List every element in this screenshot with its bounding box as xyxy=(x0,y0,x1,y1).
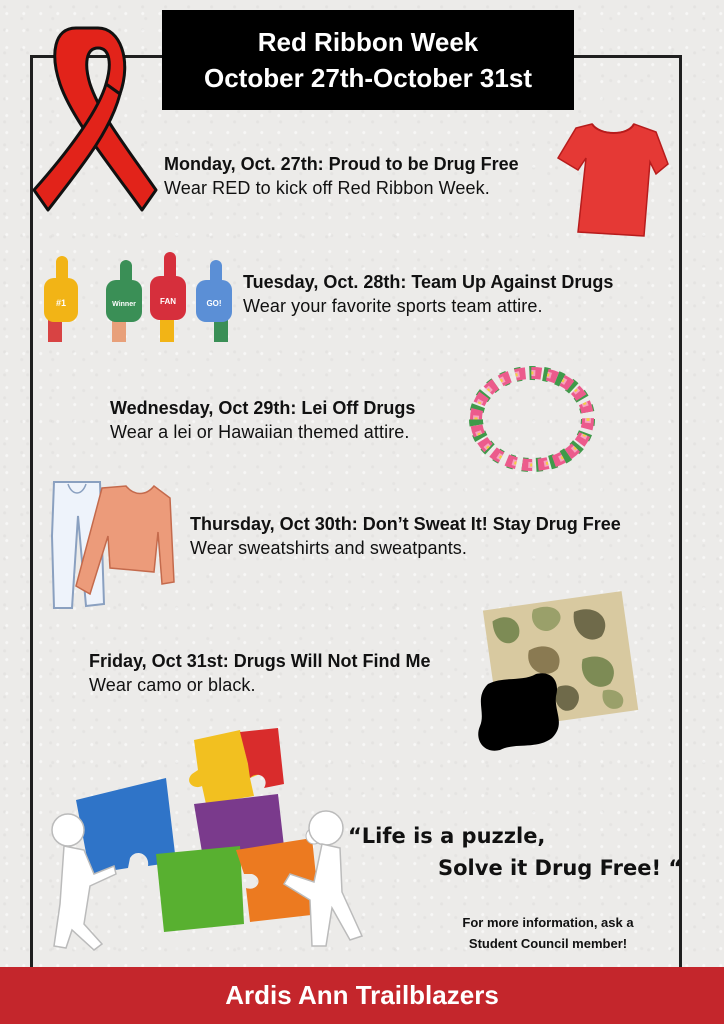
foam-finger-1 xyxy=(44,256,78,342)
quote-line-1: “Life is a puzzle, xyxy=(348,824,546,848)
foam-finger-label: #1 xyxy=(55,298,67,308)
header-banner xyxy=(162,10,574,110)
flower-lei-icon xyxy=(460,356,604,482)
day-desc: Wear a lei or Hawaiian themed attire. xyxy=(110,422,410,442)
day-desc: Wear sweatshirts and sweatpants. xyxy=(190,538,467,558)
day-title: Thursday, Oct 30th: Don’t Sweat It! Stay Drug Free xyxy=(190,514,621,534)
day-desc: Wear camo or black. xyxy=(89,675,256,695)
foam-finger-2 xyxy=(106,260,142,342)
red-ribbon-icon xyxy=(14,14,162,224)
day-title: Friday, Oct 31st: Drugs Will Not Find Me xyxy=(89,651,431,671)
day-monday xyxy=(164,152,519,200)
info-note xyxy=(428,912,668,954)
day-tuesday xyxy=(243,270,613,318)
day-friday xyxy=(89,649,431,697)
camo-black-fabric-icon xyxy=(470,586,640,756)
day-wednesday xyxy=(110,396,415,444)
day-thursday xyxy=(190,512,621,560)
day-title: Tuesday, Oct. 28th: Team Up Against Drugs xyxy=(243,272,614,292)
quote-line-2: Solve it Drug Free! “ xyxy=(438,856,683,880)
foam-fingers-icon xyxy=(40,248,236,344)
foam-finger-label: FAN xyxy=(160,297,176,306)
day-title: Wednesday, Oct 29th: Lei Off Drugs xyxy=(110,398,416,418)
day-title: Monday, Oct. 27th: Proud to be Drug Free xyxy=(164,154,519,174)
foam-finger-4 xyxy=(196,260,232,342)
sweatshirt-sweatpants-icon xyxy=(46,476,176,616)
day-desc: Wear your favorite sports team attire. xyxy=(243,296,543,316)
footer-banner: Ardis Ann Trailblazers xyxy=(0,967,724,1024)
foam-finger-label: GO! xyxy=(206,299,222,308)
red-tshirt-icon xyxy=(556,118,670,240)
puzzle-figures-illustration xyxy=(44,724,374,960)
info-line-1: For more information, ask a xyxy=(462,915,634,930)
foam-finger-3 xyxy=(150,252,186,342)
header-title: Red Ribbon Week xyxy=(257,27,479,57)
header-dates: October 27th-October 31st xyxy=(204,63,532,93)
info-line-2: Student Council member! xyxy=(468,936,628,951)
day-desc: Wear RED to kick off Red Ribbon Week. xyxy=(164,178,490,198)
foam-finger-label: Winner xyxy=(112,301,136,308)
